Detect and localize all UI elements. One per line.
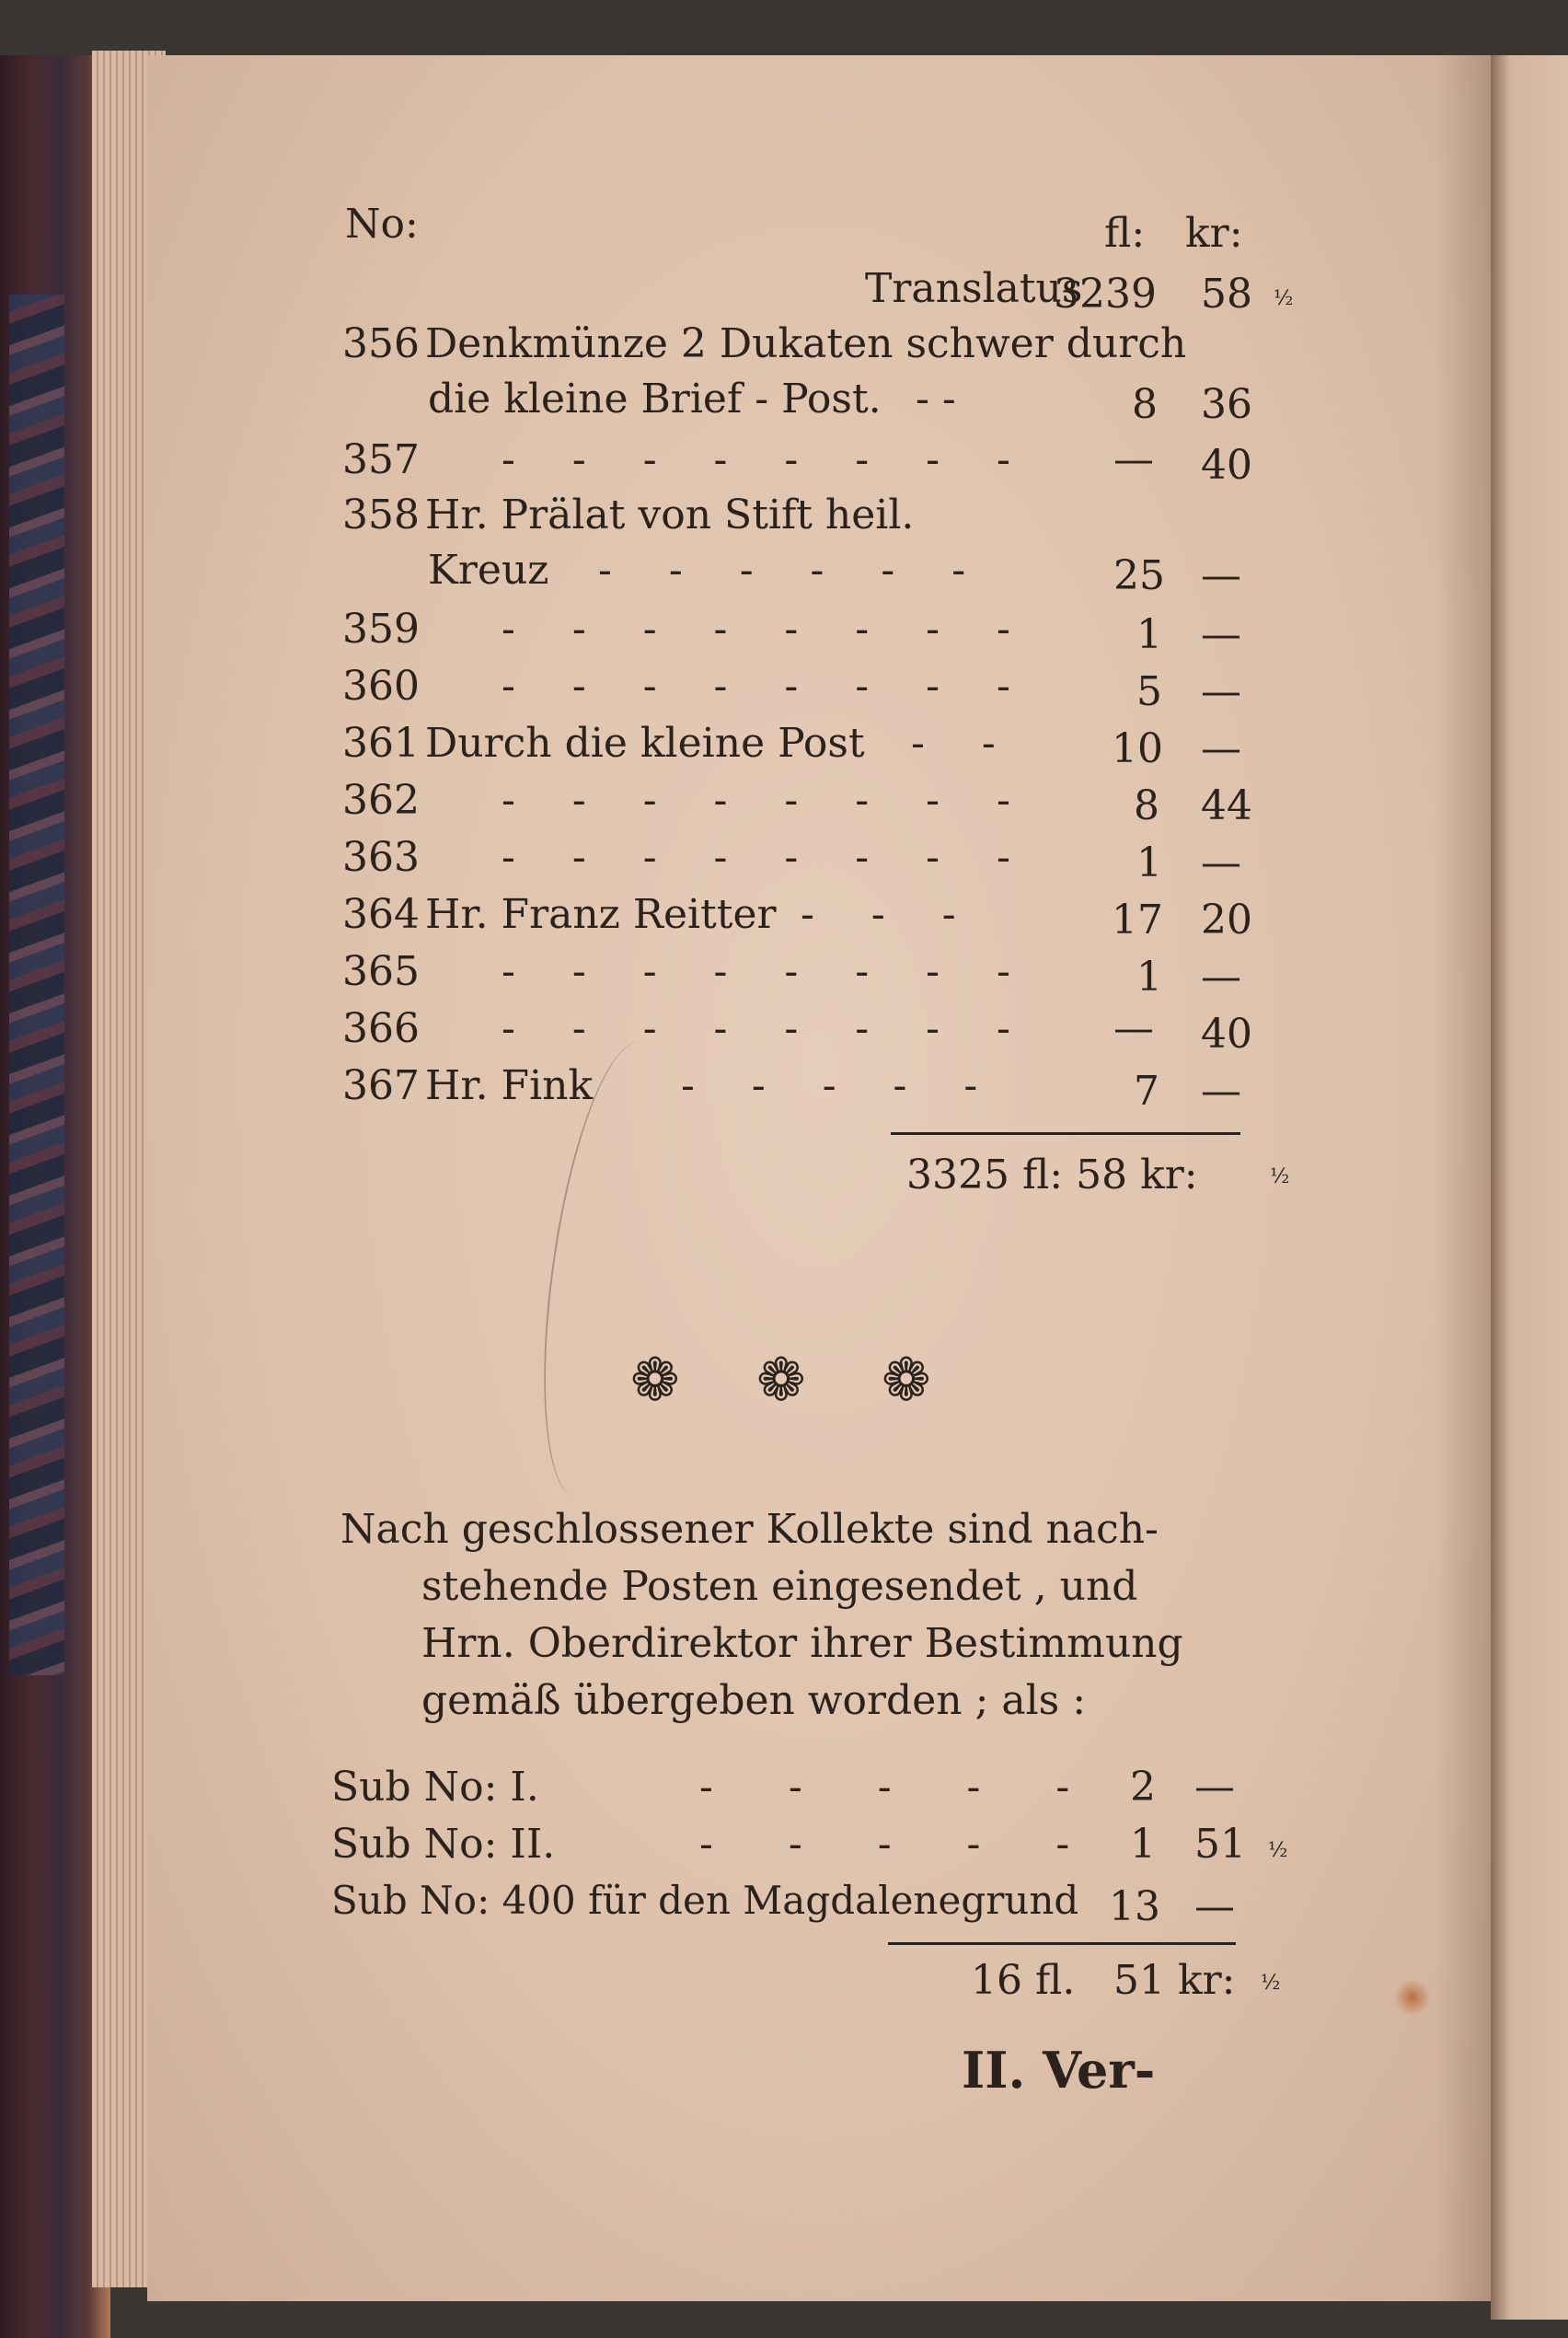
entry-dots: - - - - - - - - (502, 1005, 1032, 1052)
entry-fl: — (1113, 1005, 1154, 1052)
entry-fl: — (1113, 436, 1154, 483)
entry-number: 358 (342, 492, 420, 538)
entry-number: 365 (342, 948, 420, 995)
entry-dots: - - - - - - - - (502, 436, 1032, 483)
entry-text-cont: Kreuz (428, 547, 549, 594)
entry-fl: 1 (1136, 611, 1162, 658)
sub-entry-label: Sub No: 400 für den Magdalenegrund (331, 1878, 1079, 1923)
entry-text: Hr. Fink (425, 1062, 594, 1109)
entry-fl: 25 (1113, 552, 1165, 599)
entry-kr: — (1201, 611, 1241, 658)
stain-mark (1394, 1979, 1431, 2016)
sub-entry-dots: - - - - - (699, 1821, 1101, 1868)
entry-kr: — (1201, 954, 1241, 1001)
header-fl-label: fl: (1104, 210, 1146, 257)
entry-fl: 1 (1136, 954, 1162, 1001)
total2-fl: 16 fl. (971, 1957, 1076, 2004)
entry-fl: 10 (1112, 725, 1163, 772)
entry-dots: - - - - - - - - (502, 663, 1032, 710)
entry-kr: 40 (1201, 442, 1252, 489)
paragraph-line: stehende Posten eingesendet , und (421, 1563, 1138, 1610)
entry-number: 367 (342, 1062, 420, 1109)
translatus-fraction: ½ (1274, 287, 1294, 310)
entry-number: 366 (342, 1005, 420, 1052)
entry-kr: 40 (1201, 1011, 1252, 1058)
entry-kr: 20 (1201, 897, 1252, 943)
catchword: II. Ver- (962, 2041, 1156, 2100)
entry-kr: — (1201, 668, 1241, 715)
sum-rule (888, 1942, 1236, 1945)
ornament-flower: ❁ (630, 1347, 680, 1415)
entry-number: 362 (342, 777, 420, 824)
sub-entry-fraction: ½ (1268, 1839, 1288, 1862)
entry-fl: 5 (1136, 668, 1162, 715)
entry-text: Hr. Prälat von Stift heil. (425, 492, 915, 538)
header-kr-label: kr: (1185, 210, 1243, 257)
entry-dots: - - (916, 376, 956, 422)
entry-dots: - - - - - - - - (502, 606, 1032, 653)
entry-kr: 36 (1201, 381, 1252, 428)
total-amount: 3325 fl: 58 kr: (906, 1152, 1198, 1198)
sub-entry-kr: 51 (1194, 1821, 1246, 1868)
header-no-label: No: (345, 201, 419, 248)
entry-number: 364 (342, 891, 420, 938)
paragraph-line: Hrn. Oberdirektor ihrer Bestimmung (421, 1620, 1183, 1667)
total2-kr: 51 kr: (1113, 1957, 1236, 2004)
paragraph-line: gemäß übergeben worden ; als : (421, 1677, 1087, 1724)
entry-kr: — (1201, 839, 1241, 886)
entry-number: 360 (342, 663, 420, 710)
entry-kr: — (1201, 552, 1241, 599)
entry-text: Durch die kleine Post (425, 720, 865, 767)
translatus-label: Translatus (865, 265, 1083, 312)
entry-text-cont: die kleine Brief - Post. (428, 376, 882, 422)
total2-fraction: ½ (1261, 1972, 1281, 1995)
sub-entry-dots: - - - - - (699, 1764, 1101, 1811)
sum-rule (891, 1132, 1240, 1135)
entry-dots: - - - - - (681, 1062, 1000, 1109)
entry-dots: - - - - - - - - (502, 834, 1032, 881)
paragraph-line: Nach geschlossener Kollekte sind nach- (340, 1506, 1159, 1553)
entry-text: Hr. Franz Reitter (425, 891, 777, 938)
entry-number: 363 (342, 834, 420, 881)
entry-number: 359 (342, 606, 420, 653)
entry-fl: 7 (1134, 1068, 1159, 1115)
sub-entry-fl: 13 (1109, 1883, 1160, 1930)
entry-number: 357 (342, 436, 420, 483)
gutter-shadow (1435, 55, 1491, 2301)
entry-dots: - - - - - - (598, 547, 988, 594)
entry-number: 361 (342, 720, 420, 767)
ornament-flower: ❁ (756, 1347, 806, 1415)
translatus-fl: 3239 (1054, 271, 1157, 318)
sub-entry-label: Sub No: II. (331, 1821, 556, 1868)
entry-fl: 8 (1134, 782, 1159, 829)
marbled-cover (9, 295, 64, 1675)
translatus-kr: 58 (1201, 271, 1252, 318)
entry-fl: 17 (1112, 897, 1163, 943)
entry-dots: - - - (801, 891, 978, 938)
sub-entry-label: Sub No: I. (331, 1764, 539, 1811)
entry-number: 356 (342, 320, 420, 367)
sub-entry-kr: — (1194, 1883, 1235, 1930)
sub-entry-fl: 2 (1130, 1764, 1156, 1811)
sub-entry-fl: 1 (1130, 1821, 1156, 1868)
entry-dots: - - - - - - - - (502, 777, 1032, 824)
facing-page-edge (1491, 55, 1568, 2320)
entry-dots: - - - - - - - - (502, 948, 1032, 995)
entry-fl: 1 (1136, 839, 1162, 886)
total-fraction: ½ (1270, 1165, 1290, 1188)
entry-kr: 44 (1201, 782, 1252, 829)
entry-text: Denkmünze 2 Dukaten schwer durch (425, 320, 1187, 367)
entry-fl: 8 (1132, 381, 1158, 428)
sub-entry-kr: — (1194, 1764, 1235, 1811)
entry-dots: - - (911, 720, 1018, 767)
entry-kr: — (1201, 725, 1241, 772)
ornament-flower: ❁ (882, 1347, 931, 1415)
entry-kr: — (1201, 1068, 1241, 1115)
